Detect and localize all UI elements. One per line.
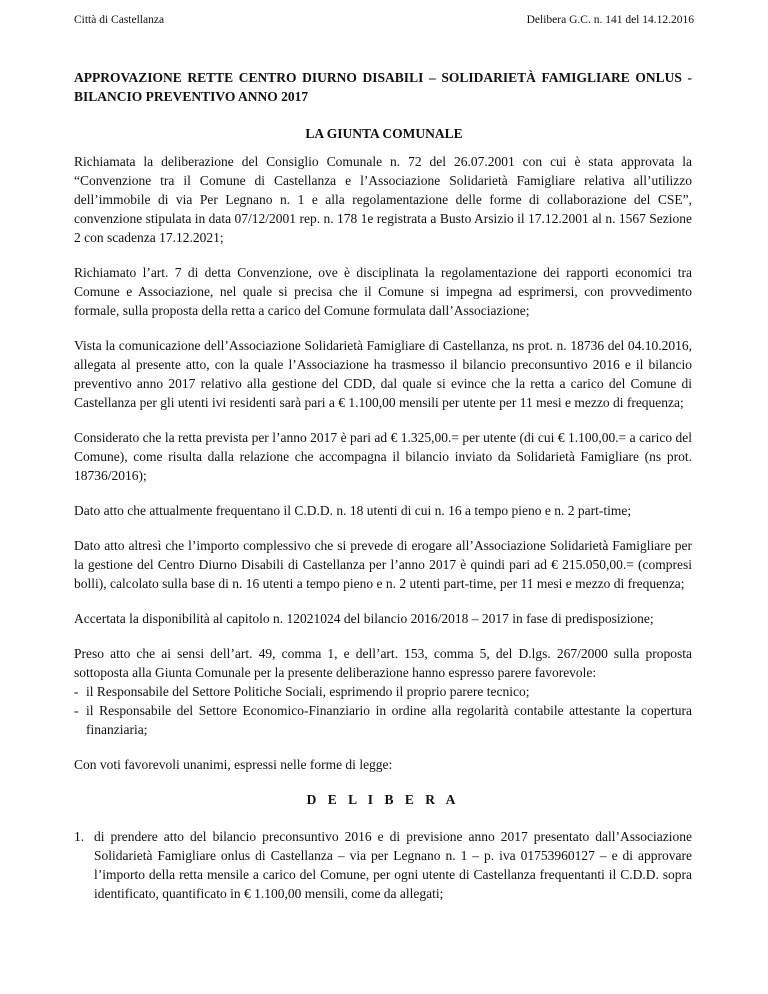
- votes-statement: Con voti favorevoli unanimi, espressi nelle forme di legge:: [74, 757, 393, 772]
- paragraph: Richiamato l’art. 7 di detta Convenzione, ove è disciplinata la regolamentazione dei rapporti economici tra Comune e Associazione, nel quale si precisa che il Comune si impegna ad esprimersi, con provvedimento formale, sulla proposta della retta a carico del Comune formulata dall’Associazione;: [74, 265, 692, 318]
- page-header: [74, 14, 694, 30]
- list-item: [74, 701, 692, 739]
- document-body: [74, 152, 692, 903]
- header-resolution-ref: Delibera G.C. n. 141 del 14.12.2016: [526, 14, 694, 26]
- resolution-item-number: 1.: [74, 829, 85, 844]
- paragraph: Dato atto altresì che l’importo complessivo che si prevede di erogare all’Associazione Solidarietà Famigliare per la gestione del Centro Diurno Disabili di Castellanza per l’anno 2017 è quindi pari ad € 215.050,00.= (compresi bolli), calcolato sulla base di n. 16 utenti a tempo pieno e n. 2 utenti part-time, per 11 mesi e mezzo di frequenza;: [74, 538, 692, 591]
- resolution-item-text: di prendere atto del bilancio preconsuntivo 2016 e di previsione anno 2017 presentato dall’Associazione Solidarietà Famigliare onlus di Castellanza – via per Legnano n. 1 – p. iva 01753960127 – e di approvare l’importo della retta mensile a carico del Comune, per ogni utente di Castellanza frequentanti il C.D.D. sopra identificato, quantificato in € 1.100,00 mensili, come da allegati;: [94, 829, 692, 901]
- header-municipality: Città di Castellanza: [74, 14, 165, 26]
- resolution-item: [74, 827, 692, 903]
- section-heading: LA GIUNTA COMUNALE: [305, 126, 463, 141]
- paragraph: Accertata la disponibilità al capitolo n. 12021024 del bilancio 2016/2018 – 2017 in fase di predisposizione;: [74, 611, 654, 626]
- delibera-heading: D E L I B E R A: [306, 792, 460, 807]
- list-item-text: il Responsabile del Settore Economico-Finanziario in ordine alla regolarità contabile attestante la copertura finanziaria;: [86, 703, 692, 737]
- list-item: [74, 682, 692, 701]
- paragraph: Preso atto che ai sensi dell’art. 49, comma 1, e dell’art. 153, comma 5, del D.lgs. 267/2000 sulla proposta sottoposta alla Giunta Comunale per la presente deliberazione hanno espresso parere favorevole:: [74, 646, 692, 680]
- document-title: APPROVAZIONE RETTE CENTRO DIURNO DISABILI – SOLIDARIETÀ FAMIGLIARE ONLUS - BILANCIO PREVENTIVO ANNO 2017: [74, 70, 692, 104]
- paragraph: Richiamata la deliberazione del Consiglio Comunale n. 72 del 26.07.2001 con cui è stata approvata la “Convenzione tra il Comune di Castellanza e l’Associazione Solidarietà Famigliare relativa all’utilizzo dell’immobile di via Per Legnano n. 1 e alla regolamentazione delle forme di collaborazione del CSE”, convenzione stipulata in data 07/12/2001 rep. n. 178 1e registrata a Busto Arsizio il 17.12.2001 al n. 1567 Sezione 2 con scadenza 17.12.2021;: [74, 154, 692, 245]
- bullet-marker: -: [74, 703, 79, 718]
- list-item-text: il Responsabile del Settore Politiche Sociali, esprimendo il proprio parere tecnico;: [86, 684, 530, 699]
- bullet-marker: -: [74, 684, 79, 699]
- paragraph: Vista la comunicazione dell’Associazione Solidarietà Famigliare di Castellanza, ns prot. n. 18736 del 04.10.2016, allegata al presente atto, con la quale l’Associazione ha trasmesso il bilancio preconsuntivo 2016 e il bilancio preventivo anno 2017 relativo alla gestione del CDD, dal quale si evince che la retta a carico del Comune di Castellanza per gli utenti ivi residenti sarà pari a € 1.100,00 mensili per utente per 11 mesi e mezzo di frequenza;: [74, 338, 692, 410]
- paragraph: Dato atto che attualmente frequentano il C.D.D. n. 18 utenti di cui n. 16 a tempo pieno e n. 2 part-time;: [74, 503, 632, 518]
- opinion-list: [74, 682, 692, 739]
- paragraph: Considerato che la retta prevista per l’anno 2017 è pari ad € 1.325,00.= per utente (di cui € 1.100,00.= a carico del Comune), come risulta dalla relazione che accompagna il bilancio inviato da Solidarietà Famigliare (ns prot. 18736/2016);: [74, 430, 692, 483]
